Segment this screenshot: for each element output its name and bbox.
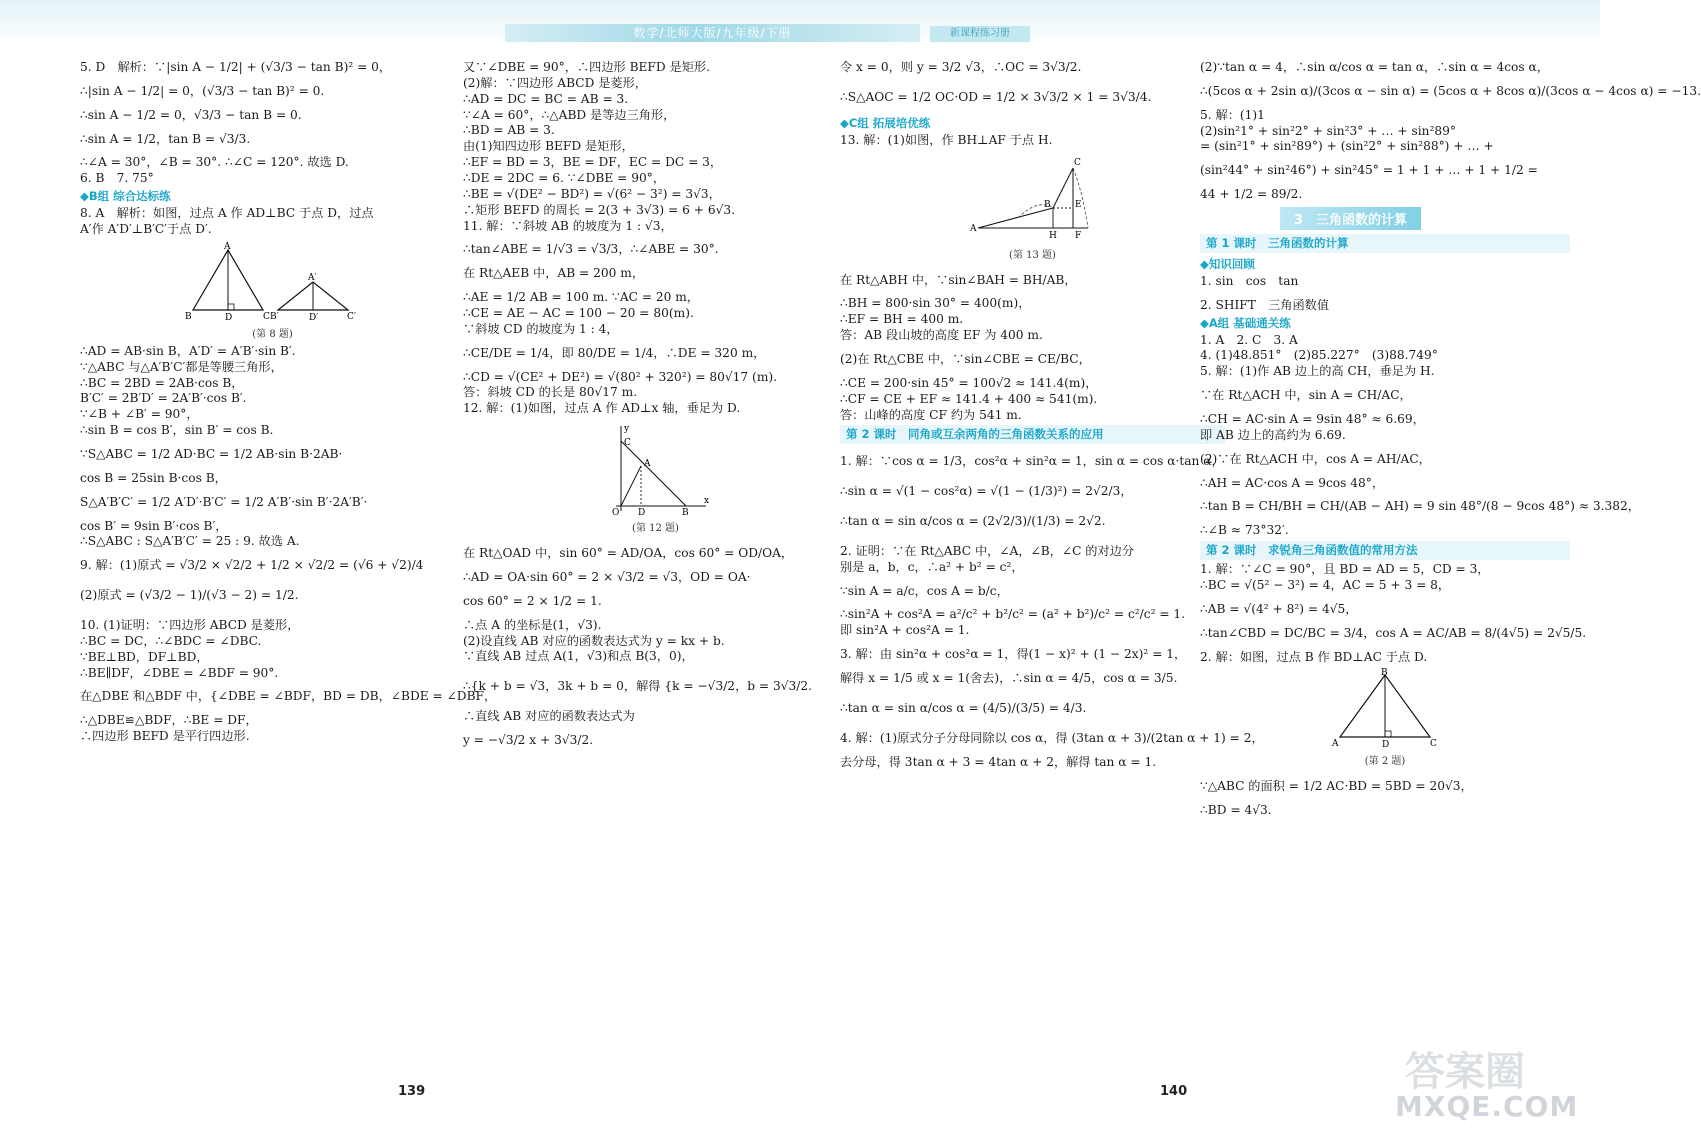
text-line: 在△DBE 和△BDF 中，{∠DBE = ∠BDF，BD = DB，∠BDE = ∠DBF， bbox=[80, 689, 497, 704]
text-line: 1. 解：∵cos α = 1/3，cos²α + sin²α = 1，sin α = cos α·tan α， bbox=[840, 454, 1224, 469]
text-line: 令 x = 0，则 y = 3/2 √3，∴OC = 3√3/2. bbox=[840, 60, 1082, 74]
text-line: 别是 a，b，c，∴a² + b² = c²， bbox=[840, 559, 1024, 574]
fig8-label: D bbox=[224, 312, 232, 323]
text-line: ∴S△AOC = 1/2 OC·OD = 1/2 × 3√3/2 × 1 = 3√3/4. bbox=[840, 89, 1152, 104]
text-line: ∵∠A = 60°，∴△ABD 是等边三角形， bbox=[463, 107, 676, 122]
text-line: 2. 解：如图，过点 B 作 BD⊥AC 于点 D. bbox=[1200, 649, 1428, 664]
text-line: 3. 解：由 sin²α + cos²α = 1，得(1 − x)² + (1 − 2x)² = 1， bbox=[840, 647, 1187, 662]
text-line: cos B′ = 9sin B′·cos B′， bbox=[80, 518, 228, 533]
text-line: ∵BE⊥BD，DF⊥BD， bbox=[80, 649, 209, 664]
text-line: ∴tan B = CH/BH = CH/(AB − AH) = 9 sin 48°/(8 − 9cos 48°) ≈ 3.382， bbox=[1200, 499, 1640, 514]
fig12-label: A bbox=[643, 459, 650, 470]
text-line: ∴|sin A − 1/2| = 0，(√3/3 − tan B)² = 0. bbox=[80, 83, 325, 98]
text-line: 4. 解：(1)原式分子分母同除以 cos α，得 (3tan α + 3)/(2tan α + 1) = 2， bbox=[840, 730, 1264, 745]
text-line: 答：AB 段山坡的高度 EF 为 400 m. bbox=[840, 328, 1043, 343]
text-line: ∴BC = 2BD = 2AB·cos B， bbox=[80, 375, 244, 390]
text-line: ∴点 A 的坐标是(1，√3). bbox=[463, 617, 602, 632]
text-line: 1. 解：∵∠C = 90°，且 BD = AD = 5，CD = 3， bbox=[1200, 562, 1490, 577]
text-line: ∴CE = AE − AC = 100 − 20 = 80(m). bbox=[463, 306, 694, 321]
lesson-subheading: 第 2 课时 求锐角三角函数值的常用方法 bbox=[1200, 541, 1570, 560]
text-line: ∴四边形 BEFD 是平行四边形. bbox=[80, 729, 250, 744]
text-line: B′C′ = 2B′D′ = 2A′B′·cos B′. bbox=[80, 391, 247, 406]
fig13-label: A bbox=[969, 223, 976, 234]
text-line: 即 AB 边上的高约为 6.69. bbox=[1200, 427, 1346, 442]
text-line: ∵直线 AB 过点 A(1，√3)和点 B(3，0)， bbox=[463, 649, 694, 664]
text-line: ∴△DBE≌△BDF，∴BE = DF， bbox=[80, 713, 258, 728]
text-line: (sin²44° + sin²46°) + sin²45° = 1 + 1 + … + 1 + 1/2 = bbox=[1200, 163, 1538, 178]
figure-2 bbox=[1200, 669, 1570, 767]
text-line: ∵S△ABC = 1/2 AD·BC = 1/2 AB·sin B·2AB· bbox=[80, 446, 343, 461]
text-line: 1. A 2. C 3. A bbox=[1200, 332, 1298, 347]
text-line: ∴AE = 1/2 AB = 100 m. ∵AC = 20 m， bbox=[463, 290, 700, 305]
text-line: y = −√3/2 x + 3√3/2. bbox=[463, 733, 594, 748]
text-line: ∴CE/DE = 1/4，即 80/DE = 1/4，∴DE = 320 m， bbox=[463, 345, 766, 360]
figure-caption: (第 13 题) bbox=[1009, 249, 1056, 261]
text-line: 9. 解：(1)原式 = √3/2 × √2/2 + 1/2 × √2/2 = (√6 + √2)/4 bbox=[80, 558, 424, 573]
text-line: 5. D 解析：∵|sin A − 1/2| + (√3/3 − tan B)² = 0， bbox=[80, 60, 392, 74]
chapter-heading: 3 三角函数的计算 bbox=[1280, 207, 1421, 230]
header-bar bbox=[0, 0, 1600, 44]
text-line: 5. 解：(1)作 AB 边上的高 CH，垂足为 H. bbox=[1200, 364, 1435, 379]
text-line: ∴直线 AB 对应的函数表达式为 bbox=[463, 709, 635, 724]
text-line: ∴sin A − 1/2 = 0，√3/3 − tan B = 0. bbox=[80, 107, 302, 122]
fig8-label: D′ bbox=[308, 312, 318, 323]
text-line: ∴EF = BH = 400 m. bbox=[840, 312, 964, 327]
text-line: 由(1)知四边形 BEFD 是矩形， bbox=[463, 139, 634, 154]
text-line: ∴CF = CE + EF ≈ 141.4 + 400 ≈ 541(m). bbox=[840, 391, 1098, 406]
text-line: ∴(5cos α + 2sin α)/(3cos α − sin α) = (5cos α + 8cos α)/(3cos α − 4cos α) = −13. bbox=[1200, 83, 1701, 98]
text-line: ∴sin α = √(1 − cos²α) = √(1 − (1/3)²) = 2√2/3， bbox=[840, 484, 1133, 499]
book-title: 数学/北师大版/九年级/下册 bbox=[505, 24, 920, 42]
text-line: ∴BE = √(DE² − BD²) = √(6² − 3²) = 3√3， bbox=[463, 186, 721, 201]
lesson-subheading: 第 2 课时 同角或互余两角的三角函数关系的应用 bbox=[840, 425, 1225, 444]
fig8-label: C′ bbox=[346, 311, 356, 322]
text-line: ∴∠B ≈ 73°32′. bbox=[1200, 523, 1289, 538]
text-line: 11. 解：∵斜坡 AB 的坡度为 1 : √3， bbox=[463, 218, 673, 233]
text-line: ∴S△ABC : S△A′B′C′ = 25 : 9. 故选 A. bbox=[80, 534, 300, 549]
fig2-label: A bbox=[1332, 739, 1339, 750]
text-line: 在 Rt△ABH 中，∵sin∠BAH = BH/AB， bbox=[840, 272, 1077, 287]
section-heading: ◆知识回顾 bbox=[1200, 256, 1255, 271]
text-line: 2. SHIFT 三角函数值 bbox=[1200, 297, 1330, 312]
text-line: ∴BC = √(5² − 3²) = 4，AC = 5 + 3 = 8， bbox=[1200, 577, 1451, 592]
figure-12 bbox=[463, 421, 848, 534]
figure-caption: (第 8 题) bbox=[252, 328, 293, 340]
text-line: ∵△ABC 与△A′B′C′都是等腰三角形， bbox=[80, 359, 283, 374]
page-number-left: 139 bbox=[398, 1084, 426, 1099]
text-line: cos 60° = 2 × 1/2 = 1. bbox=[463, 593, 602, 608]
fig8-label: B bbox=[184, 311, 192, 322]
text-line: ∴CH = AC·sin A = 9sin 48° ≈ 6.69， bbox=[1200, 411, 1425, 426]
text-line: ∴AH = AC·cos A = 9cos 48°， bbox=[1200, 475, 1385, 490]
figure-caption: (第 2 题) bbox=[1364, 756, 1406, 768]
text-line: ∴BH = 800·sin 30° = 400(m)， bbox=[840, 296, 1031, 311]
section-heading: ◆B组 综合达标练 bbox=[80, 189, 171, 204]
fig8-label: A′ bbox=[307, 272, 317, 283]
fig13-label: H bbox=[1048, 230, 1057, 241]
fig12-label: x bbox=[703, 496, 709, 507]
text-line: ∴BD = 4√3. bbox=[1200, 803, 1272, 818]
text-line: ∵△ABC 的面积 = 1/2 AC·BD = 5BD = 20√3， bbox=[1200, 779, 1473, 794]
text-line: ∴∠A = 30°，∠B = 30°. ∴∠C = 120°. 故选 D. bbox=[80, 155, 349, 170]
fig13-label: C bbox=[1073, 157, 1081, 168]
text-line: ∴sin A = 1/2，tan B = √3/3. bbox=[80, 131, 251, 146]
watermark-text: MXQE.COM bbox=[1395, 1090, 1579, 1123]
fig2-label: D bbox=[1382, 740, 1390, 751]
text-line: (2)sin²1° + sin²2° + sin²3° + … + sin²89° bbox=[1200, 123, 1456, 138]
fig8-label: A bbox=[223, 241, 230, 252]
text-line: ∴BD = AB = 3. bbox=[463, 123, 555, 138]
text-line: 解得 x = 1/5 或 x = 1(舍去)，∴sin α = 4/5，cos α = 3/5. bbox=[840, 671, 1178, 686]
watermark bbox=[1385, 1040, 1585, 1130]
text-line: 1. sin cos tan bbox=[1200, 273, 1299, 288]
text-line: ∴AD = OA·sin 60° = 2 × √3/2 = √3，OD = OA· bbox=[463, 570, 751, 585]
text-line: ∴CD = √(CE² + DE²) = √(80² + 320²) = 80√17 (m). bbox=[463, 369, 778, 384]
figure-caption: (第 12 题) bbox=[632, 523, 679, 535]
lesson-subheading: 第 1 课时 三角函数的计算 bbox=[1200, 234, 1570, 253]
text-line: 即 sin²A + cos²A = 1. bbox=[840, 623, 970, 638]
page-number-right: 140 bbox=[1160, 1084, 1188, 1099]
text-line: 去分母，得 3tan α + 3 = 4tan α + 2，解得 tan α = 1. bbox=[840, 754, 1157, 769]
text-line: ∴矩形 BEFD 的周长 = 2(3 + 3√3) = 6 + 6√3. bbox=[463, 202, 735, 217]
text-line: S△A′B′C′ = 1/2 A′D′·B′C′ = 1/2 A′B′·sin B′·2A′B′· bbox=[80, 494, 368, 509]
text-line: ∴sin²A + cos²A = a²/c² + b²/c² = (a² + b²)/c² = c²/c² = 1. bbox=[840, 607, 1186, 622]
fig8-label: B′ bbox=[269, 311, 279, 322]
text-line: (2)解：∵四边形 ABCD 是菱形， bbox=[463, 75, 647, 90]
text-line: ∴AD = AB·sin B，A′D′ = A′B′·sin B′. bbox=[80, 343, 296, 358]
text-line: 4. (1)48.851° (2)85.227° (3)88.749° bbox=[1200, 348, 1438, 363]
fig12-label: B bbox=[681, 508, 689, 519]
text-line: ∴sin B = cos B′，sin B′ = cos B. bbox=[80, 423, 274, 438]
text-line: ∴AD = DC = BC = AB = 3. bbox=[463, 91, 629, 106]
text-line: 在 Rt△AEB 中，AB = 200 m， bbox=[463, 266, 645, 281]
text-line: 5. 解：(1)1 bbox=[1200, 107, 1265, 122]
section-heading: ◆A组 基础通关练 bbox=[1200, 315, 1291, 330]
fig12-label: y bbox=[623, 424, 629, 435]
text-line: 答：山峰的高度 CF 约为 541 m. bbox=[840, 407, 1022, 422]
text-line: (2)设直线 AB 对应的函数表达式为 y = kx + b. bbox=[463, 633, 725, 648]
text-line: = (sin²1° + sin²89°) + (sin²2° + sin²88°) + … + bbox=[1200, 139, 1494, 154]
text-line: ∴tan α = sin α/cos α = (4/5)/(3/5) = 4/3. bbox=[840, 700, 1087, 715]
figure-8 bbox=[80, 242, 465, 340]
text-line: 又∵∠DBE = 90°，∴四边形 BEFD 是矩形. bbox=[463, 60, 710, 74]
text-line: ∴BE∥DF，∠DBE = ∠BDF = 90°. bbox=[80, 665, 279, 680]
fig12-label: D bbox=[637, 508, 645, 519]
triangle-diagram bbox=[173, 242, 373, 322]
text-line: ∴BC = DC，∴∠BDC = ∠DBC. bbox=[80, 633, 262, 648]
fig2-label: C bbox=[1430, 739, 1437, 750]
text-line: ∴tan∠CBD = DC/BC = 3/4，cos A = AC/AB = 8/(4√5) = 2√5/5. bbox=[1200, 625, 1587, 640]
column-2 bbox=[463, 60, 848, 1090]
text-line: 6. B 7. 75° bbox=[80, 171, 154, 186]
text-line: ∵斜坡 CD 的坡度为 1 : 4， bbox=[463, 321, 619, 336]
coordinate-diagram bbox=[596, 421, 716, 519]
text-line: A′作 A′D′⊥B′C′于点 D′. bbox=[80, 221, 212, 236]
fig13-label: E bbox=[1074, 199, 1082, 210]
fig12-label: O bbox=[611, 508, 619, 519]
text-line: 12. 解：(1)如图，过点 A 作 AD⊥x 轴，垂足为 D. bbox=[463, 401, 741, 416]
fig13-label: B bbox=[1043, 199, 1051, 210]
text-line: ∵在 Rt△ACH 中，sin A = CH/AC， bbox=[1200, 388, 1412, 403]
fig13-label: F bbox=[1074, 230, 1081, 241]
text-line: 13. 解：(1)如图，作 BH⊥AF 于点 H. bbox=[840, 132, 1053, 147]
text-line: ∴tan∠ABE = 1/√3 = √3/3，∴∠ABE = 30°. bbox=[463, 242, 719, 257]
text-line: 2. 证明：∵在 Rt△ABC 中，∠A，∠B，∠C 的对边分 bbox=[840, 543, 1135, 558]
fig12-label: C bbox=[623, 438, 631, 449]
section-heading: ◆C组 拓展培优练 bbox=[840, 115, 931, 130]
text-line: 8. A 解析：如图，过点 A 作 AD⊥BC 于点 D，过点 bbox=[80, 206, 374, 221]
text-line: (2)∵tan α = 4，∴sin α/cos α = tan α，∴sin α = 4cos α， bbox=[1200, 60, 1549, 74]
mountain-diagram bbox=[958, 153, 1108, 243]
text-line: ∴{k + b = √3，3k + b = 0，解得 {k = −√3/2，b = 3√3/2. bbox=[463, 679, 813, 694]
fig8-label: C bbox=[262, 311, 270, 322]
text-line: ∴CE = 200·sin 45° = 100√2 ≈ 141.4(m)， bbox=[840, 375, 1098, 390]
text-line: 10. (1)证明：∵四边形 ABCD 是菱形， bbox=[80, 617, 300, 632]
triangle-diagram bbox=[1325, 669, 1445, 749]
text-line: ∴EF = BD = 3，BE = DF，EC = DC = 3， bbox=[463, 155, 723, 170]
text-line: ∴AB = √(4² + 8²) = 4√5， bbox=[1200, 601, 1358, 616]
text-line: ∵sin A = a/c，cos A = b/c， bbox=[840, 583, 1009, 598]
text-line: ∴DE = 2DC = 6. ∵∠DBE = 90°， bbox=[463, 171, 666, 186]
watermark-logo: 答案圈 bbox=[1405, 1049, 1525, 1095]
text-line: ∵∠B + ∠B′ = 90°， bbox=[80, 407, 199, 422]
column-4 bbox=[1200, 60, 1701, 1090]
text-line: cos B = 25sin B·cos B， bbox=[80, 470, 227, 485]
text-line: (2)在 Rt△CBE 中，∵sin∠CBE = CE/BC， bbox=[840, 351, 1091, 366]
fig2-label: B bbox=[1381, 668, 1388, 679]
text-line: ∴tan α = sin α/cos α = (2√2/3)/(1/3) = 2√2. bbox=[840, 514, 1106, 529]
text-line: (2)∵在 Rt△ACH 中，cos A = AH/AC， bbox=[1200, 451, 1431, 466]
figure-13 bbox=[840, 153, 1225, 261]
text-line: 44 + 1/2 = 89/2. bbox=[1200, 187, 1303, 202]
text-line: (2)原式 = (√3/2 − 1)/(√3 − 2) = 1/2. bbox=[80, 588, 299, 603]
text-line: 答：斜坡 CD 的长是 80√17 m. bbox=[463, 385, 638, 400]
text-line: 在 Rt△OAD 中，sin 60° = AD/OA，cos 60° = OD/OA， bbox=[463, 546, 794, 561]
series-brand: 新课程练习册 bbox=[930, 26, 1030, 42]
column-1 bbox=[80, 60, 497, 1090]
